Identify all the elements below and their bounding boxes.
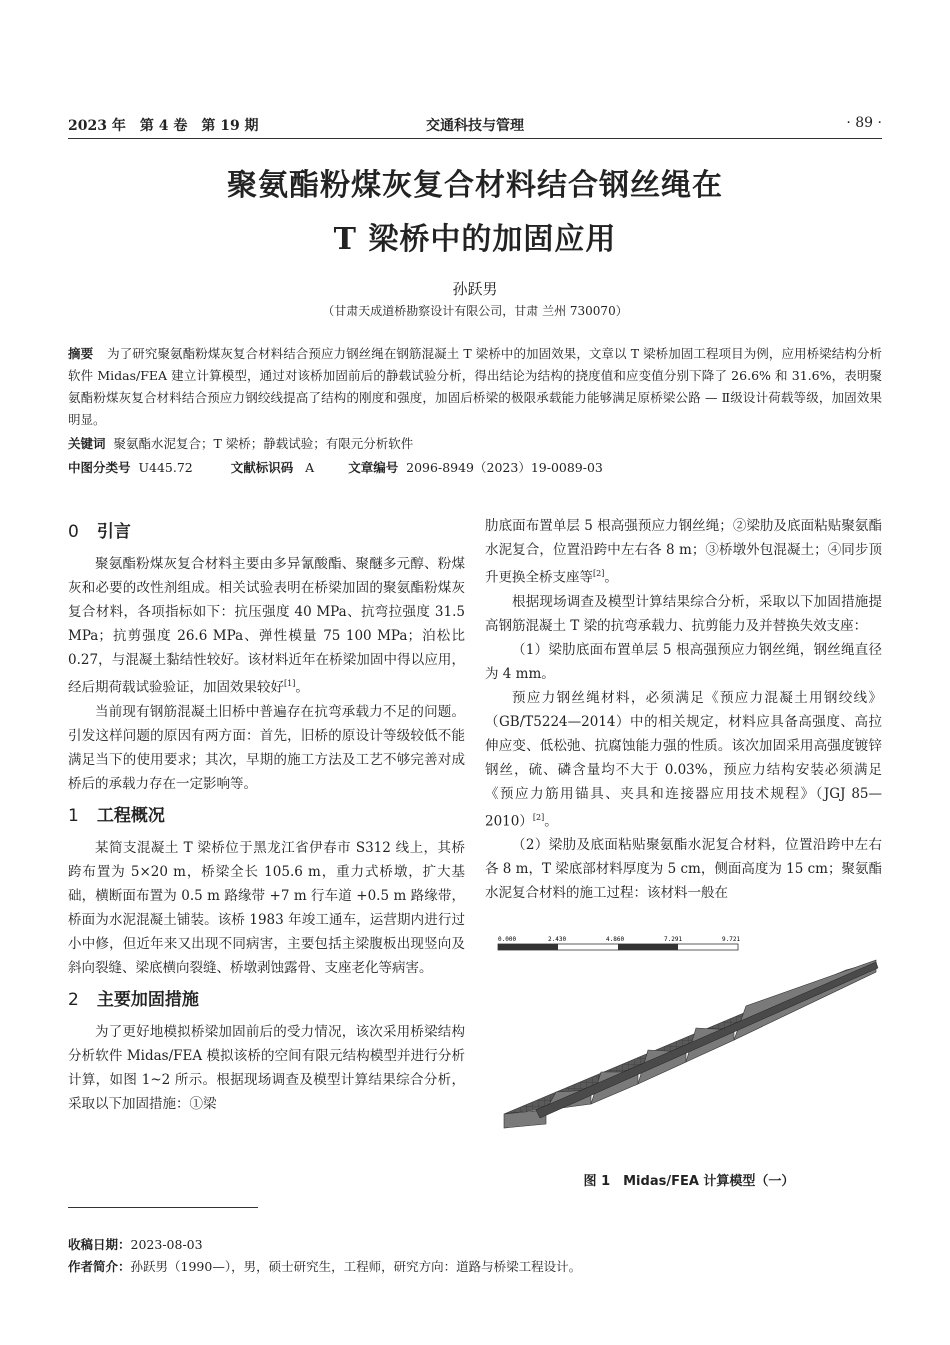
deck-edge bbox=[536, 962, 878, 1118]
article-number-value: 2096-8949（2023）19-0089-03 bbox=[406, 460, 603, 475]
abstract bbox=[68, 343, 882, 431]
author-bio: 作者简介：孙跃男（1990—），男，硕士研究生，工程师，研究方向：道路与桥梁工程设计。 bbox=[68, 1259, 582, 1274]
intro-paragraph-1: 聚氨酯粉煤灰复合材料主要由多异氰酸酯、聚醚多元醇、粉煤灰和必要的改性剂组成。相关试验表明在桥梁加固的聚氨酯粉煤灰复合材料，各项指标如下：抗压强度 40 MPa、抗弯拉强度 31.5 MPa；抗剪强度 26.6 MPa、弹性模量 75 100 MPa；泊松比 0.27，与混凝土黏结性较好。该材料近年在桥梁加固中得以应用，经后期荷载试验验证，加固效果较好[1]。 bbox=[68, 556, 465, 696]
right-column bbox=[485, 514, 882, 905]
keywords bbox=[68, 434, 413, 452]
scale-label-4: 9.721 bbox=[722, 936, 741, 943]
title-line-1: 聚氨酯粉煤灰复合材料结合钢丝绳在 bbox=[227, 168, 723, 203]
classification bbox=[68, 458, 603, 476]
abstract-text: 为了研究聚氨酯粉煤灰复合材料结合预应力钢丝绳在钢筋混凝土 T 梁桥中的加固效果，文章以 T 梁桥加固工程项目为例，应用桥梁结构分析软件 Midas/FEA 建立计算模型，通过对该桥加固前后的静载试验分析，得出结论为结构的挠度值和应变值分别下降了 26.6% 和 31.6%，表明聚氨酯粉煤灰复合材料结合预应力钢绞线提高了结构的刚度和强度，加固后桥梁的极限承载能力能够满足原桥梁公路 — Ⅱ级设计荷载等级，加固效果明显。 bbox=[68, 346, 882, 427]
journal-name: 交通科技与管理 bbox=[426, 118, 524, 134]
scale-bar bbox=[498, 936, 740, 950]
fe-model-image bbox=[496, 932, 882, 1132]
keywords-label: 关键词 bbox=[68, 436, 106, 451]
clc-label: 中图分类号 bbox=[68, 460, 131, 475]
section-1-heading: 1 工程概况 bbox=[68, 805, 165, 826]
left-column bbox=[68, 514, 465, 1116]
received-date: 收稿日期：2023-08-03 bbox=[68, 1237, 203, 1252]
measure-1: （1）梁肋底面布置单层 5 根高强预应力钢丝绳，钢丝绳直径为 4 mm。 bbox=[485, 641, 882, 682]
journal-issue: 2023 年 第 4 卷 第 19 期 bbox=[68, 118, 259, 134]
title-line-2: T 梁桥中的加固应用 bbox=[333, 222, 617, 257]
measures-paragraph: 为了更好地模拟桥梁加固前后的受力情况，该次采用桥梁结构分析软件 Midas/FEA 模拟该桥的空间有限元结构模型并进行分析计算，如图 1~2 所示。根据现场调查及模型计算结果综合分析，采取以下加固措施：①梁 bbox=[68, 1023, 465, 1112]
scale-label-0: 0.000 bbox=[498, 936, 517, 943]
measure-2: （2）梁肋及底面粘贴聚氨酯水泥复合材料，位置沿跨中左右各 8 m，T 梁底部材料厚度为 5 cm，侧面高度为 15 cm；聚氨酯水泥复合材料的施工过程：该材料一般在 bbox=[485, 837, 882, 901]
intro-paragraph-2: 当前现有钢筋混凝土旧桥中普遍存在抗弯承载力不足的问题。引发这样问题的原因有两方面：首先，旧桥的原设计等级较低不能满足当下的使用要求；其次，早期的施工方法及工艺不够完善对成桥后的承载力存在一定影响等。 bbox=[68, 703, 465, 792]
author: 孙跃男 bbox=[452, 280, 498, 298]
scale-label-1: 2.430 bbox=[548, 936, 567, 943]
doc-code-value: A bbox=[305, 460, 315, 475]
section-2-heading: 2 主要加固措施 bbox=[68, 989, 199, 1010]
page-number: · 89 · bbox=[846, 115, 882, 131]
header-rule bbox=[68, 138, 882, 139]
article-number-label: 文章编号 bbox=[348, 460, 399, 475]
figure-caption: 图 1 Midas/FEA 计算模型（一） bbox=[583, 1174, 795, 1189]
scale-label-2: 4.860 bbox=[606, 936, 625, 943]
scale-label-3: 7.291 bbox=[664, 936, 683, 943]
affiliation: （甘肃天成道桥勘察设计有限公司，甘肃 兰州 730070） bbox=[322, 304, 628, 318]
project-paragraph: 某简支混凝土 T 梁桥位于黑龙江省伊春市 S312 线上，其桥跨布置为 5×20 m，桥梁全长 105.6 m，重力式桥墩，扩大基础，横断面布置为 0.5 m 路缘带 +7 m 行车道 +0.5 m 路缘带，桥面为水泥混凝土铺装。该桥 1983 年竣工通车，运营期内进行过小中修，但近年来又出现不同病害，主要包括主梁腹板出现竖向及斜向裂缝、梁底横向裂缝、桥墩剥蚀露骨、支座老化等病害。 bbox=[68, 839, 465, 976]
midas-model-figure bbox=[496, 932, 882, 1132]
clc-value: U445.72 bbox=[138, 460, 193, 475]
footnote-rule bbox=[68, 1207, 258, 1208]
steel-wire-paragraph: 预应力钢丝绳材料，必须满足《预应力混凝土用钢绞线》（GB/T5224—2014）中的相关规定，材料应具备高强度、高拉伸应变、低松弛、抗腐蚀能力强的性质。该次加固采用高强度镀锌钢丝，硫、磷含量均不大于 0.03%，预应力结构安装必须满足《预应力筋用锚具、夹具和连接器应用技术规程》（JGJ 85—2010）[2]。 bbox=[485, 689, 882, 829]
doc-code-label: 文献标识码 bbox=[230, 460, 294, 475]
measures-summary: 根据现场调查及模型计算结果综合分析，采取以下加固措施提高钢筋混凝土 T 梁的抗弯承载力、抗剪能力及并替换失效支座： bbox=[485, 593, 882, 634]
measures-list: 肋底面布置单层 5 根高强预应力钢丝绳；②梁肋及底面粘贴聚氨酯水泥复合，位置沿跨中左右各 8 m；③桥墩外包混凝土；④同步顶升更换全桥支座等[2]。 bbox=[485, 518, 882, 586]
section-0-heading: 0 引言 bbox=[68, 522, 131, 542]
keywords-text: 聚氨酯水泥复合；T 梁桥；静载试验；有限元分析软件 bbox=[113, 436, 414, 451]
abstract-label: 摘要 bbox=[68, 346, 94, 361]
